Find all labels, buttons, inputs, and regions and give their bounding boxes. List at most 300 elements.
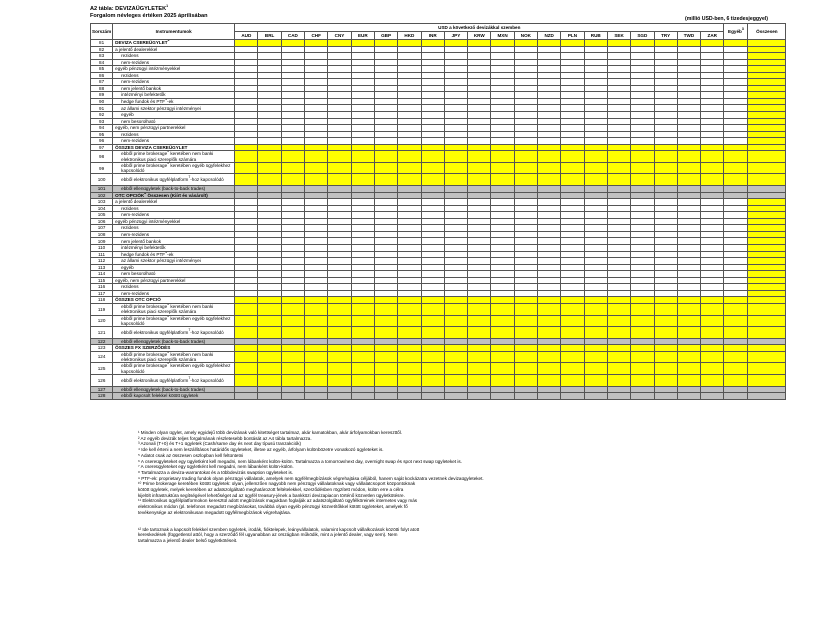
- data-cell[interactable]: [258, 363, 281, 375]
- data-cell[interactable]: [584, 151, 607, 163]
- total-cell[interactable]: [748, 351, 786, 363]
- data-cell[interactable]: [421, 363, 444, 375]
- data-cell[interactable]: [701, 315, 724, 327]
- data-cell[interactable]: [398, 162, 421, 174]
- data-cell[interactable]: [538, 327, 561, 339]
- data-cell[interactable]: [584, 374, 607, 386]
- currency-header-chf: CHF: [305, 32, 328, 40]
- row-number: 104: [91, 205, 113, 212]
- row-number: 127: [91, 386, 113, 393]
- footnote: ⁹ PTF-ek: proprietary trading fundok olyan pénzügyi vállalatok, amelyek nem ügyfélmegbízások végrehajtása céljából, hanem saját kockázatra vezetnek devizaügyleteket.: [138, 475, 484, 481]
- row-label: intézményi befektetők: [113, 245, 235, 252]
- data-cell[interactable]: [374, 315, 397, 327]
- currency-header-jpy: JPY: [444, 32, 467, 40]
- data-cell[interactable]: [444, 351, 467, 363]
- data-cell[interactable]: [514, 327, 537, 339]
- row-number: 115: [91, 277, 113, 284]
- data-cell[interactable]: [724, 151, 748, 163]
- total-cell[interactable]: [748, 393, 786, 400]
- data-cell[interactable]: [701, 374, 724, 386]
- data-cell[interactable]: [398, 393, 421, 400]
- row-label: rezidens: [113, 205, 235, 212]
- data-cell[interactable]: [538, 315, 561, 327]
- data-cell[interactable]: [305, 162, 328, 174]
- table-row: [91, 174, 786, 186]
- row-label: ÖSSZES OTC OPCIÓ: [113, 297, 235, 304]
- row-number: 90: [91, 98, 113, 105]
- table-row: [91, 151, 786, 163]
- data-cell[interactable]: [631, 374, 654, 386]
- data-cell[interactable]: [468, 303, 491, 315]
- data-cell[interactable]: [328, 374, 351, 386]
- data-cell[interactable]: [305, 351, 328, 363]
- row-label: egyéb pénzügyi intézményekkel: [113, 66, 235, 73]
- header-row-top: [91, 24, 786, 32]
- data-cell[interactable]: [258, 351, 281, 363]
- data-cell[interactable]: [398, 327, 421, 339]
- data-cell[interactable]: [351, 363, 374, 375]
- row-label: nem-rezidens: [113, 79, 235, 86]
- data-cell[interactable]: [677, 162, 700, 174]
- data-cell[interactable]: [374, 374, 397, 386]
- data-cell[interactable]: [398, 374, 421, 386]
- data-cell[interactable]: [398, 363, 421, 375]
- data-cell[interactable]: [561, 162, 584, 174]
- data-cell[interactable]: [724, 374, 748, 386]
- data-cell[interactable]: [538, 374, 561, 386]
- data-cell[interactable]: [468, 374, 491, 386]
- row-number: 119: [91, 303, 113, 315]
- data-cell[interactable]: [654, 327, 677, 339]
- data-cell[interactable]: [444, 374, 467, 386]
- data-cell[interactable]: [281, 315, 304, 327]
- data-cell[interactable]: [235, 315, 258, 327]
- total-cell[interactable]: [748, 174, 786, 186]
- data-cell[interactable]: [351, 174, 374, 186]
- data-cell[interactable]: [235, 303, 258, 315]
- data-cell[interactable]: [468, 315, 491, 327]
- row-number: 87: [91, 79, 113, 86]
- row-number: 121: [91, 327, 113, 339]
- table-row: [91, 315, 786, 327]
- data-cell[interactable]: [421, 393, 444, 400]
- row-label: ebből ellenügyletek (back-to-back trades): [113, 338, 235, 345]
- data-cell[interactable]: [444, 162, 467, 174]
- data-cell[interactable]: [374, 174, 397, 186]
- data-cell[interactable]: [281, 162, 304, 174]
- row-label: ebből kapcsolt felekkel kötött ügyletek: [113, 393, 235, 400]
- data-cell[interactable]: [538, 363, 561, 375]
- data-cell[interactable]: [258, 151, 281, 163]
- data-cell[interactable]: [491, 162, 514, 174]
- data-cell[interactable]: [724, 162, 748, 174]
- row-label: egyéb, nem pénzügyi partnerekkel: [113, 125, 235, 132]
- row-label: ÖSSZES FX SZERZŐDÉS: [113, 345, 235, 352]
- data-cell[interactable]: [398, 174, 421, 186]
- row-label: rezidens: [113, 284, 235, 291]
- data-cell[interactable]: [468, 363, 491, 375]
- data-cell[interactable]: [607, 374, 630, 386]
- data-cell[interactable]: [281, 303, 304, 315]
- data-cell[interactable]: [305, 393, 328, 400]
- data-cell[interactable]: [281, 151, 304, 163]
- data-cell[interactable]: [631, 303, 654, 315]
- data-cell[interactable]: [514, 303, 537, 315]
- data-cell[interactable]: [561, 393, 584, 400]
- data-cell[interactable]: [701, 303, 724, 315]
- data-cell[interactable]: [631, 174, 654, 186]
- data-cell[interactable]: [444, 363, 467, 375]
- data-cell[interactable]: [398, 351, 421, 363]
- data-cell[interactable]: [421, 351, 444, 363]
- data-cell[interactable]: [351, 151, 374, 163]
- data-cell[interactable]: [514, 393, 537, 400]
- data-cell[interactable]: [421, 374, 444, 386]
- row-label: ebből ellenügyletek (back-to-back trades): [113, 386, 235, 393]
- data-cell[interactable]: [491, 351, 514, 363]
- data-cell[interactable]: [561, 374, 584, 386]
- row-label: egyéb: [113, 264, 235, 271]
- data-cell[interactable]: [374, 393, 397, 400]
- data-cell[interactable]: [281, 393, 304, 400]
- row-label: ebből ellenügyletek (back-to-back trades): [113, 186, 235, 193]
- data-cell[interactable]: [328, 315, 351, 327]
- row-label: ebből prime brokerage$^5$ keretében egyéb ügyfelekhez kapcsolódó: [113, 315, 235, 327]
- row-label: az állami szektor pénzügyi intézményei: [113, 105, 235, 112]
- total-cell[interactable]: [748, 315, 786, 327]
- data-cell[interactable]: [607, 151, 630, 163]
- data-cell[interactable]: [258, 315, 281, 327]
- data-cell[interactable]: [701, 393, 724, 400]
- data-cell[interactable]: [584, 315, 607, 327]
- data-cell[interactable]: [724, 363, 748, 375]
- data-cell[interactable]: [631, 393, 654, 400]
- data-cell[interactable]: [561, 363, 584, 375]
- data-cell[interactable]: [584, 174, 607, 186]
- data-cell[interactable]: [468, 327, 491, 339]
- data-cell[interactable]: [351, 162, 374, 174]
- data-cell[interactable]: [398, 303, 421, 315]
- data-cell[interactable]: [305, 315, 328, 327]
- data-cell[interactable]: [724, 351, 748, 363]
- row-number: 97: [91, 144, 113, 151]
- data-cell[interactable]: [584, 303, 607, 315]
- data-cell[interactable]: [561, 315, 584, 327]
- data-cell[interactable]: [235, 363, 258, 375]
- data-cell[interactable]: [631, 162, 654, 174]
- data-cell[interactable]: [724, 393, 748, 400]
- currency-header-cad: CAD: [281, 32, 304, 40]
- data-cell[interactable]: [491, 327, 514, 339]
- data-cell[interactable]: [561, 303, 584, 315]
- row-label: az állami szektor pénzügyi intézményei: [113, 258, 235, 265]
- data-cell[interactable]: [701, 327, 724, 339]
- data-cell[interactable]: [374, 327, 397, 339]
- data-cell[interactable]: [724, 315, 748, 327]
- data-cell[interactable]: [491, 174, 514, 186]
- data-cell[interactable]: [491, 151, 514, 163]
- data-cell[interactable]: [677, 303, 700, 315]
- data-cell[interactable]: [491, 393, 514, 400]
- data-cell[interactable]: [281, 174, 304, 186]
- currency-header-aud: AUD: [235, 32, 258, 40]
- footnote: kereskedések (függetlenül attól, hogy a szerződő fél ugyanabban az országban működik, mint a jelentő dealer, vagy sem). Nem: [138, 532, 398, 538]
- data-cell[interactable]: [654, 151, 677, 163]
- data-cell[interactable]: [561, 327, 584, 339]
- data-cell[interactable]: [724, 174, 748, 186]
- data-cell[interactable]: [235, 374, 258, 386]
- data-cell[interactable]: [701, 363, 724, 375]
- data-cell[interactable]: [538, 151, 561, 163]
- row-label: nem besorolható: [113, 118, 235, 125]
- data-cell[interactable]: [561, 351, 584, 363]
- data-cell[interactable]: [631, 363, 654, 375]
- data-cell[interactable]: [561, 151, 584, 163]
- total-cell[interactable]: [748, 374, 786, 386]
- data-cell[interactable]: [235, 327, 258, 339]
- data-cell[interactable]: [305, 374, 328, 386]
- data-cell[interactable]: [305, 151, 328, 163]
- data-cell[interactable]: [421, 315, 444, 327]
- data-cell[interactable]: [398, 151, 421, 163]
- data-cell[interactable]: [677, 374, 700, 386]
- data-cell[interactable]: [258, 174, 281, 186]
- data-cell[interactable]: [538, 351, 561, 363]
- data-cell[interactable]: [654, 351, 677, 363]
- row-label: rezidens: [113, 225, 235, 232]
- row-number: 96: [91, 138, 113, 145]
- data-cell[interactable]: [654, 174, 677, 186]
- data-cell[interactable]: [654, 303, 677, 315]
- currency-header-cny: CNY: [328, 32, 351, 40]
- data-cell[interactable]: [305, 303, 328, 315]
- data-cell[interactable]: [607, 363, 630, 375]
- data-cell[interactable]: [444, 303, 467, 315]
- row-number: 123: [91, 345, 113, 352]
- data-cell[interactable]: [607, 162, 630, 174]
- data-cell[interactable]: [654, 315, 677, 327]
- data-cell[interactable]: [607, 315, 630, 327]
- data-cell[interactable]: [258, 162, 281, 174]
- data-cell[interactable]: [491, 363, 514, 375]
- data-cell[interactable]: [351, 303, 374, 315]
- row-label: rezidens: [113, 53, 235, 60]
- total-cell[interactable]: [748, 327, 786, 339]
- data-cell[interactable]: [514, 162, 537, 174]
- data-cell[interactable]: [258, 303, 281, 315]
- data-cell[interactable]: [538, 303, 561, 315]
- row-number: 95: [91, 131, 113, 138]
- data-cell[interactable]: [305, 363, 328, 375]
- data-cell[interactable]: [584, 327, 607, 339]
- data-cell[interactable]: [351, 315, 374, 327]
- data-cell[interactable]: [607, 393, 630, 400]
- data-cell[interactable]: [631, 351, 654, 363]
- data-cell[interactable]: [444, 327, 467, 339]
- currency-header-rub: RUB: [584, 32, 607, 40]
- data-cell[interactable]: [444, 174, 467, 186]
- row-number: 118: [91, 297, 113, 304]
- row-number: 113: [91, 264, 113, 271]
- footnote: ⁶ A csereügyleteket egy ügyletként kell megadni, nem lábanként külön-külön. Tartalmazza a tomorrow/next day, overnight swap és spot next swap ügyleteket is.: [138, 458, 462, 464]
- data-cell[interactable]: [281, 351, 304, 363]
- footnote: ⁷ A csereügyleteket egy ügyletként kell megadni, nem lábanként külön-külön.: [138, 464, 294, 470]
- data-cell[interactable]: [305, 174, 328, 186]
- data-cell[interactable]: [328, 174, 351, 186]
- data-cell[interactable]: [491, 374, 514, 386]
- data-cell[interactable]: [538, 162, 561, 174]
- data-cell[interactable]: [351, 327, 374, 339]
- data-cell[interactable]: [584, 162, 607, 174]
- data-cell[interactable]: [374, 351, 397, 363]
- data-cell[interactable]: [514, 151, 537, 163]
- row-number: 109: [91, 238, 113, 245]
- data-cell[interactable]: [584, 363, 607, 375]
- data-cell[interactable]: [258, 327, 281, 339]
- currency-header-nok: NOK: [514, 32, 537, 40]
- total-cell[interactable]: [748, 162, 786, 174]
- data-cell[interactable]: [374, 162, 397, 174]
- data-cell[interactable]: [235, 351, 258, 363]
- data-cell[interactable]: [514, 315, 537, 327]
- data-cell[interactable]: [631, 315, 654, 327]
- data-cell[interactable]: [724, 303, 748, 315]
- table-row: [91, 374, 786, 386]
- row-number: 85: [91, 66, 113, 73]
- data-cell[interactable]: [421, 151, 444, 163]
- data-cell[interactable]: [305, 327, 328, 339]
- row-number: 126: [91, 374, 113, 386]
- data-cell[interactable]: [374, 151, 397, 163]
- data-cell[interactable]: [538, 174, 561, 186]
- row-number: 116: [91, 284, 113, 291]
- data-cell[interactable]: [468, 174, 491, 186]
- data-cell[interactable]: [677, 393, 700, 400]
- data-cell[interactable]: [677, 315, 700, 327]
- data-cell[interactable]: [374, 303, 397, 315]
- data-cell[interactable]: [584, 393, 607, 400]
- data-cell[interactable]: [444, 151, 467, 163]
- data-cell[interactable]: [444, 393, 467, 400]
- data-cell[interactable]: [631, 151, 654, 163]
- row-number: 114: [91, 271, 113, 278]
- footnote: ¹⁰ Prime brokerage keretében kötött ügyletek: olyan, jellemzően nagyobb nem pénzügyi vállalatoknak vagy vállalatcsoport központoknak: [138, 481, 416, 487]
- data-cell[interactable]: [514, 174, 537, 186]
- data-cell[interactable]: [351, 393, 374, 400]
- data-cell[interactable]: [328, 162, 351, 174]
- data-cell[interactable]: [468, 151, 491, 163]
- data-cell[interactable]: [631, 327, 654, 339]
- data-cell[interactable]: [421, 303, 444, 315]
- table-row: [91, 162, 786, 174]
- data-cell[interactable]: [351, 374, 374, 386]
- data-cell[interactable]: [328, 393, 351, 400]
- data-cell[interactable]: [328, 327, 351, 339]
- row-number: 112: [91, 258, 113, 265]
- data-cell[interactable]: [281, 374, 304, 386]
- data-cell[interactable]: [421, 327, 444, 339]
- data-cell[interactable]: [235, 393, 258, 400]
- row-label: nem jelentő bankok: [113, 85, 235, 92]
- total-cell[interactable]: [748, 303, 786, 315]
- data-cell[interactable]: [328, 151, 351, 163]
- data-cell[interactable]: [421, 162, 444, 174]
- data-cell[interactable]: [654, 374, 677, 386]
- data-cell[interactable]: [607, 174, 630, 186]
- currency-header-inr: INR: [421, 32, 444, 40]
- data-cell[interactable]: [677, 363, 700, 375]
- data-cell[interactable]: [607, 303, 630, 315]
- data-cell[interactable]: [374, 363, 397, 375]
- data-cell[interactable]: [701, 151, 724, 163]
- data-cell[interactable]: [677, 351, 700, 363]
- data-cell[interactable]: [328, 351, 351, 363]
- data-cell[interactable]: [607, 351, 630, 363]
- row-number: 99: [91, 162, 113, 174]
- data-cell[interactable]: [235, 162, 258, 174]
- row-label: hedge fundok és PTF$^4$-ek: [113, 251, 235, 258]
- data-cell[interactable]: [654, 393, 677, 400]
- data-cell[interactable]: [235, 174, 258, 186]
- data-cell[interactable]: [701, 351, 724, 363]
- data-cell[interactable]: [468, 351, 491, 363]
- footnote: ¹¹ Elektronikus ügyfélplatformokon keresztül adott megbízások magukban foglalják az adatszolgáltató ügyfélköreinek internetes vagy más: [138, 498, 418, 504]
- row-number: 122: [91, 338, 113, 345]
- data-cell[interactable]: [235, 151, 258, 163]
- footnote: ³ Azonali (T+0) és T+1 ügyletek (Cash/same day és next day típusú tranzakciók): [138, 441, 302, 447]
- data-cell[interactable]: [677, 327, 700, 339]
- data-cell[interactable]: [538, 393, 561, 400]
- data-cell[interactable]: [491, 315, 514, 327]
- data-cell[interactable]: [491, 303, 514, 315]
- total-cell[interactable]: [748, 363, 786, 375]
- data-cell[interactable]: [654, 363, 677, 375]
- data-cell[interactable]: [701, 162, 724, 174]
- data-cell[interactable]: [258, 393, 281, 400]
- data-cell[interactable]: [607, 327, 630, 339]
- data-cell[interactable]: [421, 174, 444, 186]
- data-cell[interactable]: [584, 351, 607, 363]
- data-cell[interactable]: [514, 363, 537, 375]
- row-label: nem-rezidens: [113, 231, 235, 238]
- data-cell[interactable]: [328, 303, 351, 315]
- data-cell[interactable]: [514, 374, 537, 386]
- row-label: ebből prime brokerage$^5$ keretében egyéb ügyfelekhez kapcsolódó: [113, 162, 235, 174]
- data-cell[interactable]: [654, 162, 677, 174]
- data-cell[interactable]: [351, 351, 374, 363]
- data-cell[interactable]: [724, 327, 748, 339]
- data-cell[interactable]: [468, 393, 491, 400]
- row-number: 103: [91, 199, 113, 206]
- data-cell[interactable]: [677, 174, 700, 186]
- data-cell[interactable]: [258, 374, 281, 386]
- data-cell[interactable]: [514, 351, 537, 363]
- row-label: ebből prime brokerage$^5$ keretében nem banki elektronikus piaci szereplők számára: [113, 351, 235, 363]
- total-cell[interactable]: [748, 151, 786, 163]
- data-cell[interactable]: [468, 162, 491, 174]
- data-cell[interactable]: [561, 174, 584, 186]
- data-cell[interactable]: [281, 327, 304, 339]
- row-label: ÖSSZES DEVIZA CSEREÜGYLET: [113, 144, 235, 151]
- data-cell[interactable]: [398, 315, 421, 327]
- data-cell[interactable]: [444, 315, 467, 327]
- data-cell[interactable]: [677, 151, 700, 163]
- data-cell[interactable]: [281, 363, 304, 375]
- footnote: elektronikus módon (pl. telefonos megadott megbízásokat, továbbá olyan egyéb pénzügyi közvetítőkkel kötött ügyleteket, amelyek fő: [138, 504, 408, 510]
- row-label: ebből prime brokerage$^5$ keretében nem banki elektronikus piaci szereplők számára: [113, 303, 235, 315]
- data-cell[interactable]: [328, 363, 351, 375]
- data-cell[interactable]: [701, 174, 724, 186]
